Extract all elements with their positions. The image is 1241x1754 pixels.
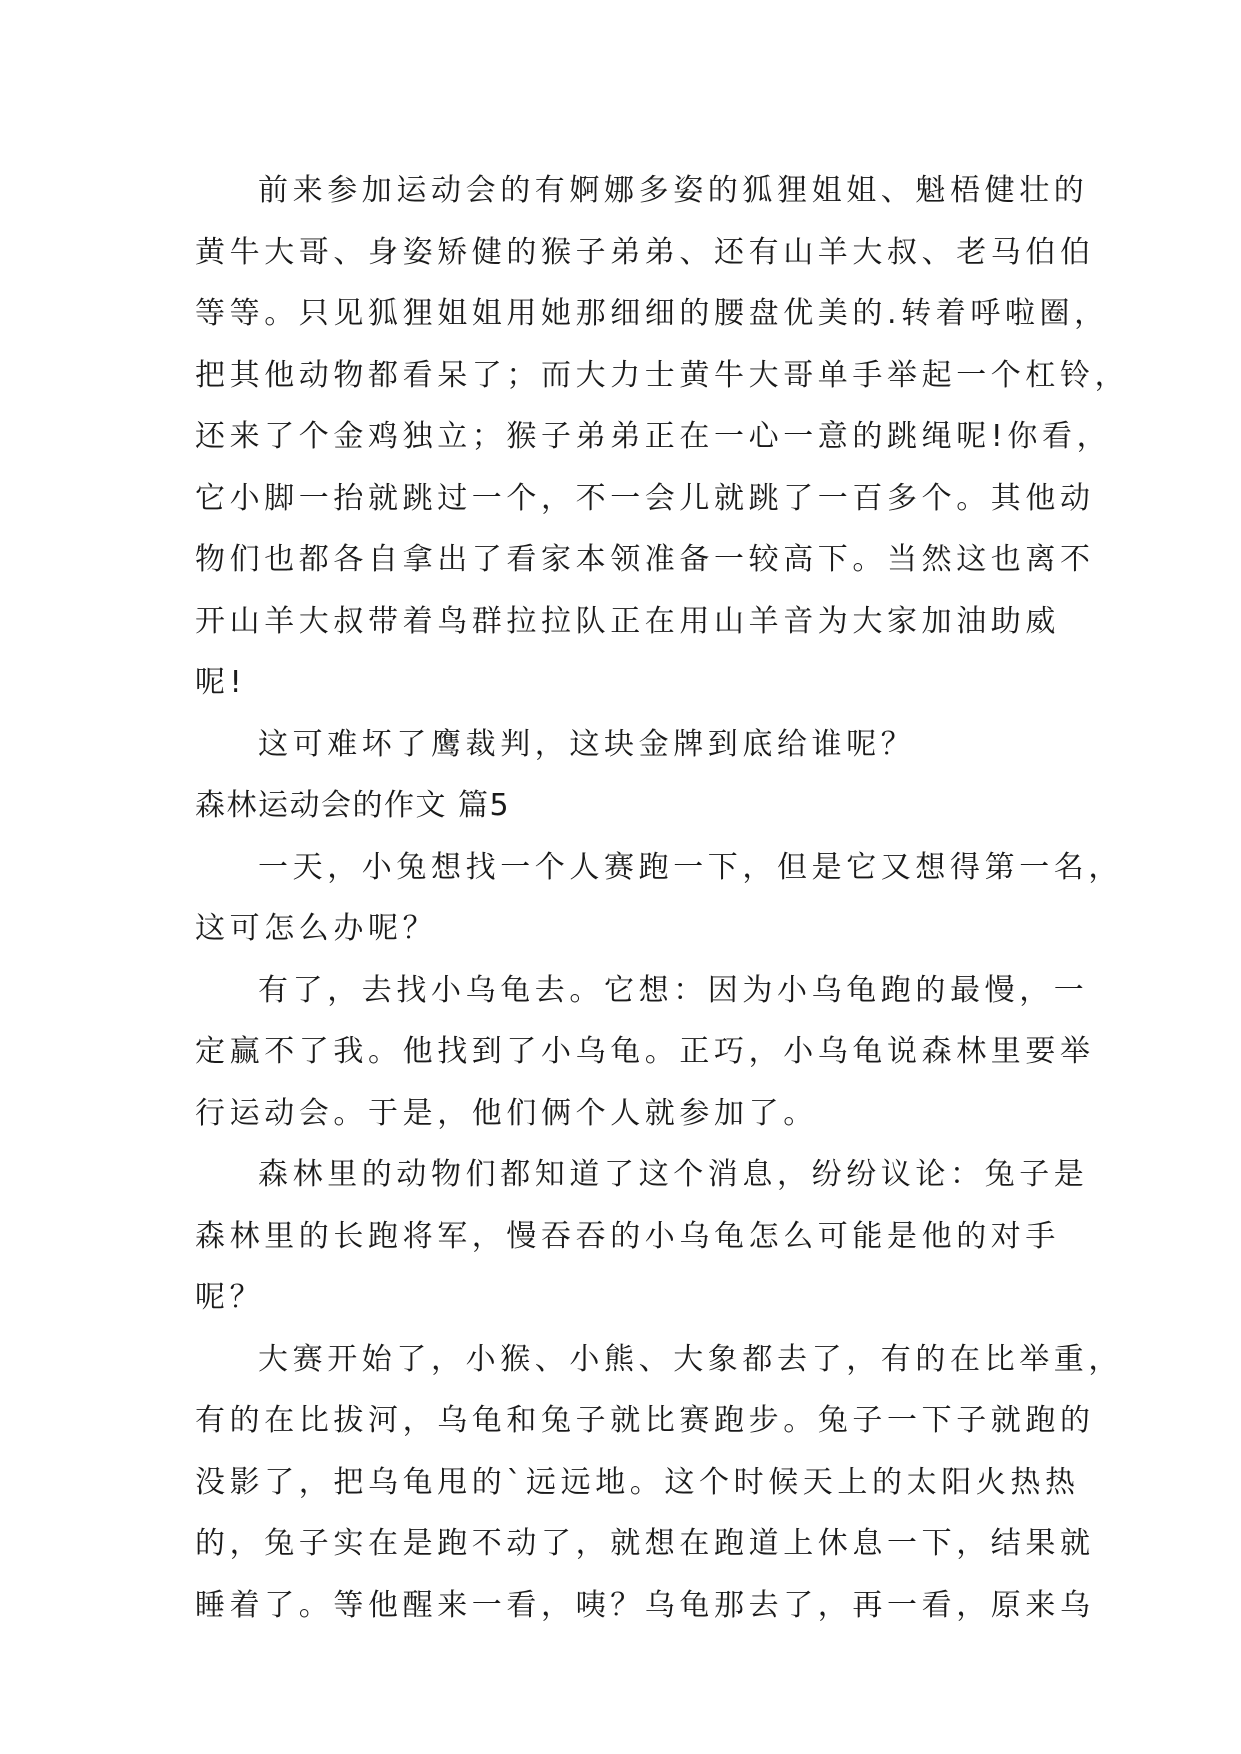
text-line: 行运动会。于是，他们俩个人就参加了。 (195, 1095, 818, 1131)
text-line: 前来参加运动会的有婀娜多姿的狐狸姐姐、魁梧健壮的 (258, 173, 1089, 208)
paragraph (195, 160, 1130, 714)
text-line: 开山羊大叔带着鸟群拉拉队正在用山羊音为大家加油助威 (195, 603, 1060, 639)
paragraph (195, 714, 1075, 776)
document-body (195, 160, 1130, 1636)
paragraph (195, 960, 1095, 1145)
text-line: 黄牛大哥、身姿矫健的猴子弟弟、还有山羊大叔、老马伯伯 (195, 234, 1095, 270)
text-line: 一天，小兔想找一个人赛跑一下，但是它又想得第一名， (258, 849, 1123, 885)
text-line: 有了，去找小乌龟去。它想：因为小乌龟跑的最慢，一 (258, 972, 1089, 1008)
text-line: 没影了，把乌龟甩的`远远地。这个时候天上的太阳火热热 (195, 1464, 1080, 1500)
text-line: 还来了个金鸡独立；猴子弟弟正在一心一意的跳绳呢!你看， (195, 419, 1112, 454)
text-line: 这可怎么办呢？ (195, 911, 438, 946)
text-line: 这可难坏了鹰裁判，这块金牌到底给谁呢？ (258, 726, 916, 762)
text-line: 定赢不了我。他找到了小乌龟。正巧，小乌龟说森林里要举 (195, 1034, 1095, 1069)
text-line: 森林里的长跑将军，慢吞吞的小乌龟怎么可能是他的对手 (195, 1218, 1060, 1254)
text-line: 把其他动物都看呆了；而大力士黄牛大哥单手举起一个杠铃， (195, 357, 1130, 393)
text-line: 物们也都各自拿出了看家本领准备一较高下。当然这也离不 (195, 542, 1095, 577)
paragraph (195, 1329, 1123, 1637)
text-line: 大赛开始了，小猴、小熊、大象都去了，有的在比举重， (258, 1341, 1123, 1377)
text-line: 的，兔子实在是跑不动了，就想在跑道上休息一下，结果就 (195, 1526, 1095, 1561)
text-line: 它小脚一抬就跳过一个，不一会儿就跳了一百多个。其他动 (195, 480, 1095, 516)
text-line: 等等。只见狐狸姐姐用她那细细的腰盘优美的.转着呼啦圈， (195, 296, 1109, 331)
section-heading: 森林运动会的作文 篇5 (195, 788, 511, 823)
paragraph (195, 1144, 1089, 1329)
text-line: 呢! (195, 665, 247, 700)
text-line: 森林里的动物们都知道了这个消息，纷纷议论：兔子是 (258, 1157, 1089, 1192)
text-line: 睡着了。等他醒来一看，咦？乌龟那去了，再一看，原来乌 (195, 1587, 1095, 1623)
paragraph (195, 837, 1123, 960)
text-line: 呢？ (195, 1280, 265, 1315)
text-line: 有的在比拔河，乌龟和兔子就比赛跑步。兔子一下子就跑的 (195, 1403, 1095, 1438)
